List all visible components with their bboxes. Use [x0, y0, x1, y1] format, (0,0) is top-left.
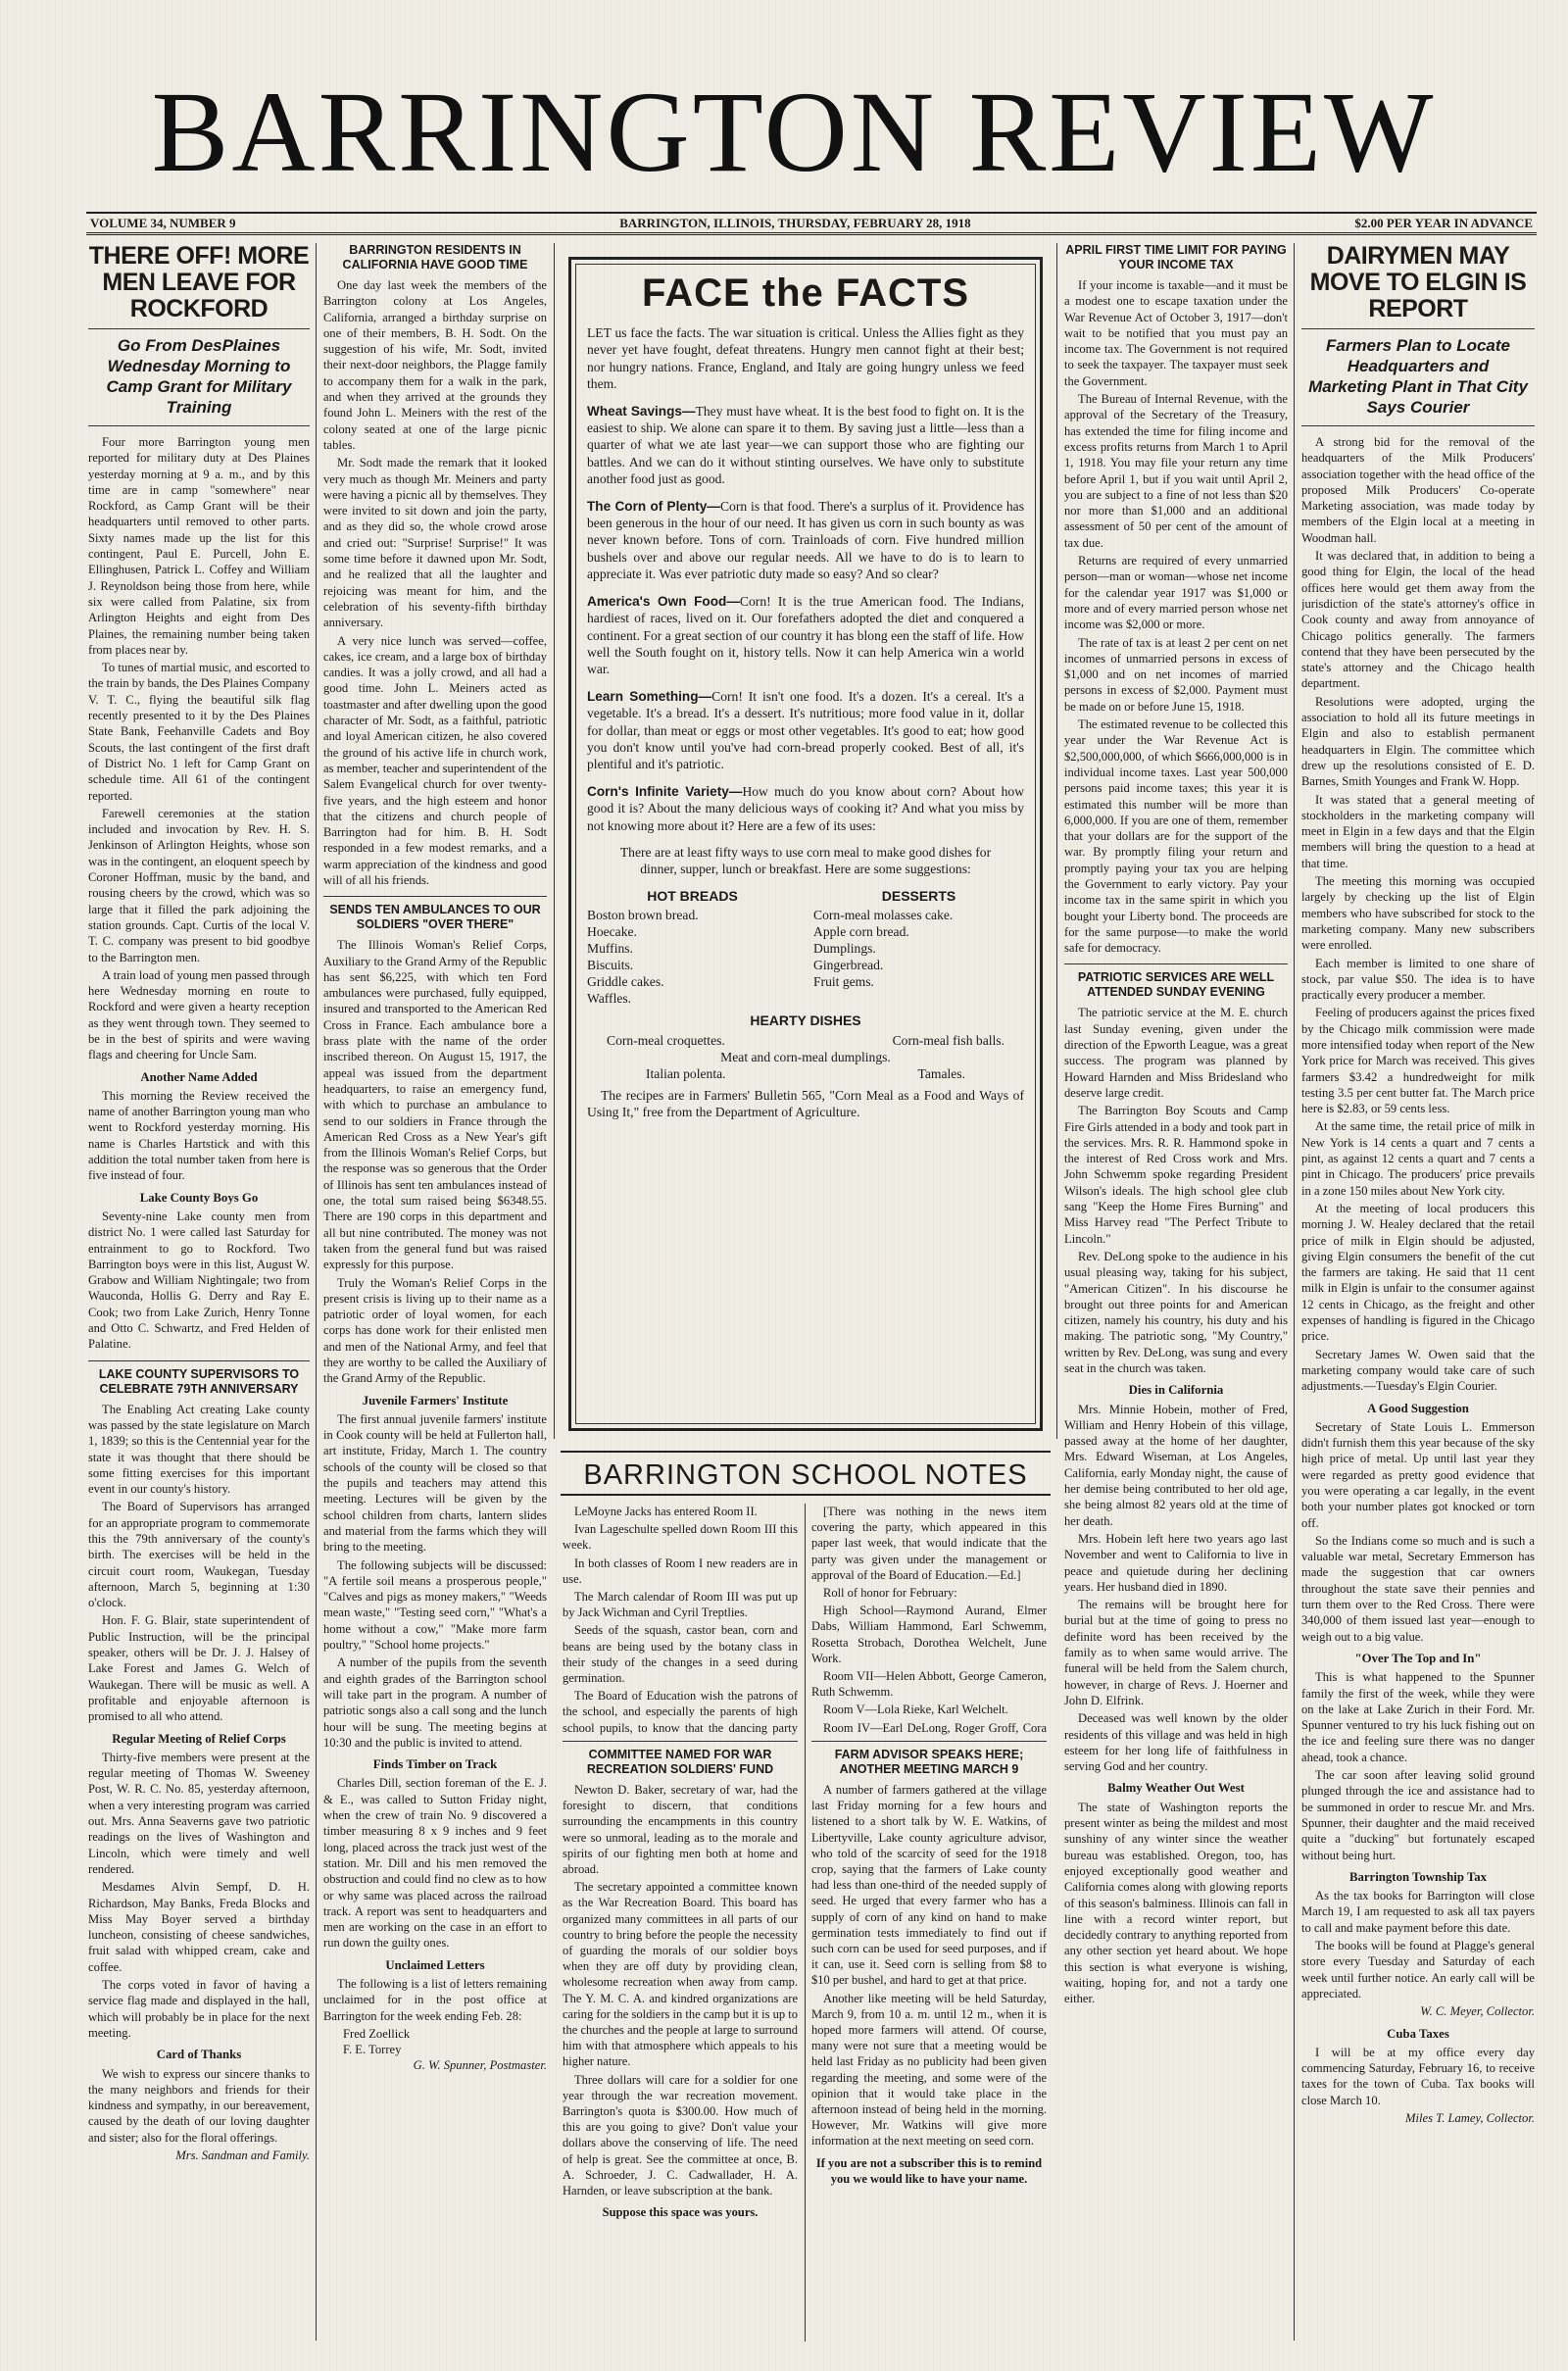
paragraph: Four more Barrington young men reported for military duty at Des Plaines yesterday morning at 9 a. m., and by this time are in camp "somewhere" near Rockford, as Camp Grant will be their headquarters until removed to other parts. Sixty names made up the list for this contingent, Paul E. Purcell, John E. Ellinghusen, Patrick L. Coffey and William J. Reynoldson being those from here, while six were called from Palatine, six from Arlington Heights and eight from Des Plaines, the remaining number being taken from places near by.	[88, 435, 310, 657]
article-body	[563, 1504, 798, 1735]
unclaimed-letters-list	[323, 2026, 547, 2058]
article-body	[1301, 2045, 1535, 2108]
desserts-list	[813, 907, 1024, 990]
article-body	[88, 2066, 310, 2146]
paragraph: It was stated that a general meeting of stockholders in the marketing company will meet in Elgin in a few days and that the Elgin members will bring the question to a head at that time.	[1301, 792, 1535, 870]
subhead: Barrington Township Tax	[1348, 1869, 1488, 1884]
paragraph: So the Indians come so much and is such a valuable war metal, Secretary Emmerson has made the suggestion that car owners throughout the state save their pennies and turn them over to the Red Cross. There were 340,000 of them issued last year—enough to weigh out to a big value.	[1301, 1533, 1535, 1644]
hot-breads-heading: HOT BREADS	[647, 887, 738, 904]
paragraph: I will be at my office every day commencing Saturday, February 16, to receive taxes for the town of Cuba. Tax books will close March 10.	[1301, 2045, 1535, 2107]
headline-income-tax: APRIL FIRST TIME LIMIT FOR PAYING YOUR INCOME TAX	[1065, 243, 1287, 272]
paragraph: A very nice lunch was served—coffee, cakes, ice cream, and a large box of birthday candies. It was a jolly crowd, and all had a good time. John L. Meiners acted as toastmaster and after dwelling upon the good character of Mr. Sodt, as a faithful, patriotic and loyal American citizen, he also covered the ground of his active life in church work, as member, teacher and superintendent of the Salem Evangelical church for over twenty-five years, and the high esteem and honor that the citizens and church people of Barrington had for him. B. H. Sodt responded in a few modest remarks, and a warm appreciation of the kindness and good will of all his friends.	[323, 633, 547, 887]
headline-committee: COMMITTEE NAMED FOR WAR RECREATION SOLDIERS' FUND	[563, 1741, 798, 1777]
recipe-item: Corn-meal molasses cake.	[813, 908, 954, 923]
paragraph: Roll of honor for February:	[823, 1586, 957, 1601]
paragraph: Mr. Sodt made the remark that it looked very much as though Mr. Meiners and party were having a picnic all by themselves. They were invited to sit down and join the party, and as they did so, the whole crowd arose and cried out: "Surprise! Surprise!" It was some time before it dawned upon Mr. Sodt, and he realized that all the laughter and rejoicing was meant for him, and the celebration of his seventy-fifth birthday anniversary.	[323, 456, 547, 630]
paragraph: The rate of tax is at least 2 per cent on net incomes of unmarried persons in excess of $1,000 and on net incomes of married persons in excess of $2,000. Payment must be made on or before June 15, 1918.	[1064, 635, 1288, 714]
paragraph: If your income is taxable—and it must be a modest one to escape taxation under the War Revenue Act of October 3, 1917—don't wait to be notified that you must pay an income tax. The Government is not required to seek the taxpayer. The taxpayer must seek the Government.	[1064, 278, 1288, 388]
paragraph: Another like meeting will be held Saturday, March 9, from 10 a. m. until 12 m., when it is hoped more farmers will attend. Of course, many were not sure that a meeting would be held last Friday as no publicity had been given regarding the meeting, and some were of the opinion that it would take place in the afternoon instead of being held in the morning. However, Mr. Watkins will give more information at the next meeting on seed corn.	[811, 1991, 1047, 2149]
paragraph: The corps voted in favor of having a service flag made and displayed in the hall, which will probably be in place for the next meeting.	[88, 1978, 310, 2040]
recipe-item: Apple corn bread.	[813, 924, 909, 940]
paragraph: Mesdames Alvin Sempf, D. H. Richardson, May Banks, Freda Blocks and Miss May Boyer served a birthday luncheon, consisting of cheese sandwiches, fruit salad with whipped cream, cake and coffee.	[88, 1880, 310, 1974]
paragraph: Charles Dill, section foreman of the E. J. & E., was called to Sutton Friday night, when the crew of train No. 9 discovered a timber measuring 8 x 9 inches and 9 feet long, placed across the track just west of the station. Mr. Dill and his men removed the obstruction and could find no clew as to how or why same was placed across the railroad track. A report was sent to headquarters and men are working on the case in an effort to run down the guilty ones.	[323, 1776, 547, 1951]
paragraph: As the tax books for Barrington will close March 19, I am requested to ask all tax payers to call and make payment before this date.	[1301, 1889, 1535, 1935]
headline-supervisors: LAKE COUNTY SUPERVISORS TO CELEBRATE 79TH ANNIVERSARY	[88, 1360, 310, 1397]
recipe-item: Griddle cakes.	[587, 974, 664, 990]
paragraph: To tunes of martial music, and escorted to the train by bands, the Des Plaines Company V. T. C., flying the beautiful silk flag recently presented to it by the Des Plaines State Bank, Feehanville Cadets and Boy Scouts, the last contingent of the first draft of District No. 1 left for Camp Grant on schedule time. All 61 of the contingent reported.	[88, 661, 310, 803]
subhead: Cuba Taxes	[1387, 2026, 1449, 2041]
column-rule	[1294, 243, 1295, 2341]
signature: W. C. Meyer, Collector.	[1420, 2004, 1535, 2019]
facts-item	[587, 498, 1024, 583]
paragraph: The patriotic service at the M. E. church last Sunday evening, given under the direction of the Epworth League, was a great success. The program was planned by Howard Harnden and Miss Bridesland who deserve large credit.	[1064, 1006, 1288, 1100]
paragraph: This is what happened to the Spunner family the first of the week, while they were on the lake at Lake Zurich in their Ford. Mr. Spunner ventured to try his luck fishing out on the ice and feeling sure there was no danger ahead, took a chance.	[1301, 1670, 1535, 1764]
article-body	[1301, 434, 1535, 1395]
paragraph: Truly the Woman's Relief Corps in the present crisis is living up to their name as a patriotic order of loyal women, for each corps has done work for their enlisted men and men of the National Army, and feel that they are worthy to be called the Auxiliary of the Grand Army of the Republic.	[323, 1275, 547, 1386]
paragraph: Secretary James W. Owen said that the marketing company would take care of such adjustments.—Tuesday's Elgin Courier.	[1301, 1347, 1535, 1394]
subhead: Juvenile Farmers' Institute	[362, 1393, 509, 1408]
facts-items	[587, 403, 1024, 834]
paragraph: The following is a list of letters remaining unclaimed for in the post office at Barrington for the week ending Feb. 28:	[323, 1976, 547, 2023]
paragraph: The Enabling Act creating Lake county was passed by the state legislature on March 1, 1839; so this is the Centennial year for the state it was thought that there should be some fitting exercises for this important event in our county's history.	[88, 1402, 310, 1497]
headline-patriotic-services: PATRIOTIC SERVICES ARE WELL ATTENDED SUNDAY EVENING	[1064, 963, 1288, 1000]
facts-item	[587, 593, 1024, 678]
subhead: Lake County Boys Go	[139, 1190, 259, 1205]
masthead-title: BARRINGTON REVIEW	[151, 68, 1437, 196]
paragraph: LeMoyne Jacks has entered Room II.	[574, 1505, 758, 1518]
facts-item-text: Corn! It isn't one food. It's a dozen. It's a cereal. It's a vegetable. It's a bread. It's a dessert. It's nutritious; more food value in it, dollar for dollar, than meat or eggs or most other vegetables. It's good to eat; how good you don't know until you've had corn-bread properly cooked. Best of all, it's plentiful and it's patriotic.	[587, 688, 1024, 772]
paragraph: Deceased was well known by the older residents of this village and was held in high esteem for her long life of faithfulness in serving God and her country.	[1064, 1711, 1288, 1774]
paragraph: Each member is limited to one share of stock, par value $50. The idea is to have practically every producer a member.	[1301, 956, 1535, 1003]
paragraph: Rev. DeLong spoke to the audience in his usual pleasing way, taking for his subject, "American Citizen". In his discourse he brought out three points for and American citizen, namely his country, his duty and his making. The patriotic song, "My Country," written by Rev. DeLong, was sung and every seat in the church was taken.	[1064, 1249, 1288, 1375]
paragraph: The remains will be brought here for burial but at the time of going to press no definite word has been received by the family as to when same would arrive. The funeral will be held from the Salem church, however, in charge of Revs. J. Hoerner and John D. Elfrink.	[1064, 1598, 1288, 1707]
hearty-item: Italian polenta.	[646, 1066, 726, 1082]
paragraph: Mrs. Minnie Hobein, mother of Fred, William and Henry Hobein of this village, passed away at the home of her daughter, Mrs. Edward Wiseman, at Los Angeles, California, early Monday night, the cause of her demise being contributed to her old age, she being almost 82 years old at the time of her death.	[1064, 1402, 1288, 1528]
paragraph: It was declared that, in addition to being a good thing for Elgin, the local of the head offices here would get them away from the jurisdiction of the state's attorney's office in Cook county and away from annoyance of Chicago politics generally. The farmers contend that they have been persecuted by the state's attorney and the Chicago health department.	[1301, 549, 1535, 691]
paragraph: Secretary of State Louis L. Emmerson didn't furnish them this year because of the sky high price of metal. Up until last year they were regarded as pretty good evidence that you were operating a car legally, in the event both your number plates got knocked or torn off.	[1301, 1419, 1535, 1530]
paragraph: In both classes of Room I new readers are in use.	[563, 1556, 798, 1586]
facts-closing: The recipes are in Farmers' Bulletin 565, "Corn Meal as a Food and Ways of Using It," free from the Department of Agriculture.	[587, 1087, 1024, 1120]
subhead: Finds Timber on Track	[372, 1757, 498, 1772]
hearty-row	[587, 1065, 1024, 1082]
article-body	[1064, 277, 1288, 956]
paragraph: [There was nothing in the news item covering the party, which appeared in this paper last week, that would indicate that the party was given under the management or approval of the Board of Education.—Ed.]	[811, 1505, 1047, 1582]
paragraph: Seeds of the squash, castor bean, corn and beans are being used by the botany class in their study of the changes in a seed during germination.	[563, 1623, 798, 1686]
subhead: A Good Suggestion	[1367, 1401, 1469, 1415]
recipe-item: Waffles.	[587, 991, 632, 1007]
headline-dairymen: DAIRYMEN MAY MOVE TO ELGIN IS REPORT	[1309, 243, 1527, 322]
hearty-item: Corn-meal fish balls.	[892, 1032, 1004, 1048]
paragraph: High School—Raymond Aurand, Elmer Dabs, William Hammond, Earl Schwemm, Rosetta Strobach, Dorothea Welchelt, June Work.	[811, 1604, 1047, 1665]
paragraph: The Illinois Woman's Relief Corps, Auxiliary to the Grand Army of the Republic has sent $6,225, with which ten Ford ambulances were purchased, fully equipped, insured and transported to the American Red Cross in France. Each ambulance bore a brass plate with the name of the order inscribed thereon. On August 15, 1917, the appeal was issued from the department headquarters, to raise an emergency fund, with which to purchase an ambulance to send to our soldiers in France through the American Red Cross as a New Year's gift from the Illinois Woman's Relief Corps, but the response was so generous that the Order of Illinois has sent ten ambulances instead of one, the total sum raised being $6348.55. There are 190 corps in this department and all but nine contributed. The money was not taken from the general fund but was raised expressly for this purpose.	[323, 938, 547, 1272]
paragraph: Ivan Lageschulte spelled down Room III this week.	[563, 1522, 798, 1553]
facts-item-text: Corn is that food. There's a surplus of it. Providence has been generous in the hour of our need. It has given us corn in such bounty as was never known before. Tons of corn. Trainloads of corn. Five hundred million bushels over and above our regular needs. All we have to do is to learn to appreciate it. Was ever patriotic duty made so easy? And so clear?	[587, 498, 1024, 582]
headline-ambulances: SENDS TEN AMBULANCES TO OUR SOLDIERS "OVER THERE"	[323, 896, 547, 932]
column-rule	[554, 243, 555, 1439]
paragraph: The estimated revenue to be collected this year under the War Revenue Act is $2,500,000,000, of which $666,000,000 is in individual income taxes. Last year 500,000 persons paid income taxes; this year it is estimated this number will be more than 6,000,000. If you are one of them, remember that your dollars are for the support of the war. By promptly filing your return and promptly paying your tax you are helping the Government to early victory. Pay your income tax in the same spirit in which you bought your Liberty bond. The proceeds are for the same purpose—to make the world safe for democracy.	[1064, 717, 1288, 956]
facts-item-lead: Learn Something—	[587, 688, 712, 704]
paragraph: We wish to express our sincere thanks to the many neighbors and friends for their kindness and sympathy, in our bereavement, caused by the death of our loving daughter and sister; also for the floral offerings.	[88, 2066, 310, 2145]
paragraph: Hon. F. G. Blair, state superintendent of Public Instruction, will be the principal speaker, others will be Dr. J. J. Halsey of Lake Forest and James G. Welch of Waukegan. There will be music as well. A profitable and enjoyable afternoon is promised to all who attend.	[88, 1613, 310, 1724]
hearty-item: Tamales.	[917, 1066, 965, 1082]
signature: Miles T. Lamey, Collector.	[1405, 2110, 1535, 2125]
hearty-item: Meat and corn-meal dumplings.	[720, 1050, 891, 1064]
paragraph: At the same time, the retail price of milk in New York is 14 cents a quart and 7 cents a pint, as against 12 cents a quart and 7 cents a pint in Chicago. The producers' price prevails in a zone 150 miles about New York city.	[1301, 1119, 1535, 1198]
hot-breads-list	[587, 907, 798, 1007]
subhead: Balmy Weather Out West	[1107, 1781, 1245, 1796]
paragraph: The Board of Education wish the patrons of the school, and especially the parents of high school pupils, to know that the dancing party	[563, 1689, 798, 1735]
subhead: Regular Meeting of Relief Corps	[112, 1731, 286, 1746]
subscription-price: $2.00 PER YEAR IN ADVANCE	[1354, 216, 1533, 230]
subhead: Unclaimed Letters	[385, 1957, 485, 1972]
paragraph: The following subjects will be discussed: "A fertile soil means a prosperous people," "Calves and pigs as money makers," "Weeds mean waste," "Testing seed corn," "What's a home without a cow," "Make more farm poultry," "School home projects."	[323, 1557, 547, 1653]
article-body	[323, 1976, 547, 2024]
column-rule	[805, 1504, 806, 2342]
facts-item-text: Corn! It is the true American food. The Indians, hardiest of races, lived on it. Our forefathers adopted the diet and conquered a continent. For a great section of our country it has blong een the staff of life. How well the South fought on it, history tells. Now it can help America win a world war.	[587, 593, 1024, 677]
paragraph: Seventy-nine Lake county men from district No. 1 were called last Saturday for entrainment to go to Rockford. Two Barrington boys were in this list, August W. Grabow and William Nightingale; two from Wauconda, Hollis G. Derry and Ray E. Cook; two from Lake Zurich, Henry Tonne and Otto C. Schwartz, and Fred Helden of Palatine.	[88, 1209, 310, 1352]
paragraph: The Board of Supervisors has arranged for an appropriate program to commemorate this the 79th anniversary of the county's birth. The exercises will be held in the circuit court room, Waukegan, Tuesday afternoon, March 5, beginning at 1:30 o'clock.	[88, 1500, 310, 1610]
column-1	[88, 243, 310, 2341]
column-6	[1301, 243, 1535, 2341]
facts-item	[587, 688, 1024, 773]
recipe-item: Hoecake.	[587, 924, 637, 940]
paragraph: The March calendar of Room III was put up by Jack Wichman and Cyril Treptlies.	[563, 1590, 798, 1620]
column-rule	[1056, 243, 1057, 1439]
signature: Mrs. Sandman and Family.	[175, 2148, 310, 2162]
school-notes-header	[561, 1451, 1051, 1496]
article-body	[88, 1088, 310, 1184]
article-body	[811, 1504, 1047, 1735]
recipe-item: Dumplings.	[813, 941, 876, 957]
place-date: BARRINGTON, ILLINOIS, THURSDAY, FEBRUARY 28, 1918	[619, 216, 971, 230]
school-notes-column-a	[563, 1504, 798, 1735]
facts-item	[587, 783, 1024, 834]
article-body	[1301, 1888, 1535, 2001]
facts-item	[587, 403, 1024, 488]
article-body	[563, 1782, 798, 2198]
paragraph: Room V—Lola Rieke, Karl Welchelt.	[823, 1703, 1008, 1717]
recipe-item: Biscuits.	[587, 958, 634, 973]
paragraph: Newton D. Baker, secretary of war, had the foresight to discern, that conditions surrounding the encampments in this country were so unmoral, leading as to the morale and spirits of our fighting men both at home and abroad.	[563, 1783, 798, 1877]
facts-item-lead: Wheat Savings—	[587, 403, 696, 419]
facts-item-text: How much do you know about corn? About how good it is? About the many delicious ways of cooking it? And what you miss by not knowing more about it? Here are a few of its uses:	[587, 783, 1025, 833]
closing-line: Suppose this space was yours.	[602, 2205, 759, 2220]
paragraph: The Barrington Boy Scouts and Camp Fire Girls attended in a body and took part in the services. Mrs. R. R. Hammond spoke in the interest of Red Cross work and Mrs. John Schwemm spoke regarding President Wilson's ideals. The high school glee club sang "Keep the Home Fires Burning" and Miss Harvey read "The Perfect Tribute to Lincoln."	[1064, 1104, 1288, 1246]
paragraph: A strong bid for the removal of the headquarters of the Milk Producers' association together with the head office of the proposed Milk Producers' Co-operate Marketing association, was made today by members of the Elgin local at a meeting in Woodman hall.	[1301, 435, 1535, 545]
paragraph: Thirty-five members were present at the regular meeting of Thomas W. Sweeney Post, W. R. C. No. 85, yesterday afternoon, when a very interesting program was carried out. Mrs. Anna Seaverns gave two patriotic readings on the lives of Washington and Lincoln, which were timely and well rendered.	[88, 1750, 310, 1876]
facts-title: FACE the FACTS	[641, 272, 970, 315]
article-body	[811, 1782, 1047, 2149]
recipe-item: Boston brown bread.	[587, 908, 699, 923]
recipe-item: Muffins.	[587, 941, 633, 957]
letter-name: F. E. Torrey	[343, 2043, 402, 2057]
paragraph: The first annual juvenile farmers' institute in Cook county will be held at Fullerton hall, art institute, Friday, March 1. The country schools of the county will be closed so that the pupils and teachers may attend this meeting. Lectures will be given by the school children from charts, lantern slides and material from the farms which they will bring to the meeting.	[323, 1411, 547, 1555]
paragraph: Room IV—Earl DeLong, Roger Groff, Cora	[823, 1720, 1047, 1735]
hot-breads	[587, 888, 798, 1007]
paragraph: The books will be found at Plagge's general store every Tuesday and Saturday of each week until further notice. An early call will be appreciated.	[1301, 1939, 1535, 2001]
paragraph: One day last week the members of the Barrington colony at Los Angeles, California, arranged a birthday surprise on one of their members, B. H. Sodt. On the suggestion of his wife, Mr. Sodt, invited their next-door neighbors, the Plagge family to accompany them for a walk in the park, and when they arrived at the grounds they found John L. Meiners with the rest of the colony seated at one of the large picnic tables.	[323, 278, 547, 452]
paragraph: Room VII—Helen Abbott, George Cameron, Ruth Schwemm.	[811, 1669, 1047, 1700]
article-body	[1064, 1005, 1288, 1376]
paragraph: A number of farmers gathered at the village last Friday morning for a few hours and listened to a short talk by W. E. Watkins, of Libertyville, Lake county agriculture advisor, who told of the scarcity of seed for the 1918 crop, saying that the farmers of Lake county had less than one-third of the needed supply of seed. He urged that every farmer who has a supply of corn of any kind on hand to make germination tests immediately to find out if such corn can be used for seed purposes, and if it can, use it. Seed corn is selling from $8 to $10 per bushel, and hard to get at that price.	[811, 1783, 1047, 1988]
recipe-item: Gingerbread.	[813, 958, 884, 973]
article-body	[88, 434, 310, 1063]
column-5	[1064, 243, 1288, 2341]
article-body	[323, 937, 547, 1386]
signature: G. W. Spunner, Postmaster.	[413, 2058, 547, 2073]
paragraph: Three dollars will care for a soldier for one year through the war recreation movement. Barrington's quota is $300.00. How much of this are you going to give? Don't value your dollars above the conserving of life. The need of help is great. See the committee at once, B. A. Schroeder, J. C. Cadwallader, H. A. Harnden, or leave subscription at the bank.	[563, 2072, 798, 2198]
article-body	[323, 1411, 547, 1751]
paragraph: Returns are required of every unmarried person—man or woman—whose net income for the calendar year 1917 was $1,000 or more and of every married person whose net income was $2,000 or more.	[1064, 554, 1288, 632]
hearty-dishes-heading: HEARTY DISHES	[750, 1013, 861, 1029]
deck-dairymen: Farmers Plan to Locate Headquarters and Marketing Plant in That City Says Courier	[1301, 328, 1535, 426]
paragraph: The meeting this morning was occupied largely by checking up the list of Elgin members who have subscribed for stock to the marketing company. Many new subscribers were enrolled.	[1301, 874, 1535, 953]
paragraph: Mrs. Hobein left here two years ago last November and went to California to live in peace and quietude during her declining years. Her husband died in 1890.	[1064, 1531, 1288, 1594]
facts-item-lead: Corn's Infinite Variety—	[587, 783, 743, 799]
article-body	[323, 1775, 547, 1951]
paragraph: Farewell ceremonies at the station included and invocation by Rev. H. S. Jenkinson of Arlington Heights, whose son was in the contingent, an eloquent speech by Coroner Hoffman, music by the band, and rousing cheers by the crowd, which was so large that it filled the park adjoining the station grounds. Capt. Curtis of the local V. T. C. company was present to bid goodbye to the Barrington men.	[88, 806, 310, 964]
headline-california: BARRINGTON RESIDENTS IN CALIFORNIA HAVE GOOD TIME	[342, 243, 528, 272]
subhead: Card of Thanks	[156, 2048, 242, 2062]
paragraph: Feeling of producers against the prices fixed by the Chicago milk commission were made more intensified today when report of the New York price for March was received. This gives farmers $3.42 a hundredweight for milk testing 3.5 per cent butter fat. The March price here is $2.83, or 59 cents less.	[1301, 1006, 1535, 1116]
column-rule	[316, 243, 317, 2341]
desserts-heading: DESSERTS	[881, 887, 956, 904]
desserts	[813, 888, 1024, 1007]
article-body	[1064, 1402, 1288, 1775]
school-notes-title: BARRINGTON SCHOOL NOTES	[583, 1459, 1028, 1491]
article-body	[323, 277, 547, 888]
deck-rockford: Go From DesPlaines Wednesday Morning to Camp Grant for Military Training	[88, 328, 310, 426]
letter-name: Fred Zoellick	[343, 2026, 411, 2041]
article-body	[88, 1750, 310, 2041]
article-body	[1301, 1669, 1535, 1863]
subhead: "Over The Top and In"	[1354, 1651, 1482, 1665]
recipe-item: Fruit gems.	[813, 974, 874, 990]
article-body	[1064, 1800, 1288, 2007]
face-the-facts-box	[568, 257, 1043, 1431]
hearty-row	[587, 1032, 1024, 1049]
facts-item-lead: America's Own Food—	[587, 593, 740, 609]
paragraph: The Bureau of Internal Revenue, with the approval of the Secretary of the Treasury, has extended the time for filing income and excess profits returns from March 1 to April 1, 1918. You may file your return any time before April 1, but if you wait until April 2, you are subject to a fine of not less than $20 nor more than $1,000 and an additional assessment of 50 per cent of the amount of tax due.	[1064, 392, 1288, 550]
paragraph: The state of Washington reports the present winter as being the mildest and most sunshiny of any winter since the weather bureau was established. Oregon, too, has enjoyed exceptionally good weather and California comes along with glowing reports of this season's balminess. Illinois can fall in line with a record winter report, but decidedly contrary to anything reported from any other section yet heard about. We hope this section is what everyone is wishing, waiting, hoping for, and not a tardy one either.	[1064, 1800, 1288, 2006]
hearty-item: Corn-meal croquettes.	[607, 1032, 725, 1048]
paragraph: This morning the Review received the name of another Barrington young man who went to Rockford yesterday morning. His name is Charles Hartstick and with this addition the total number taken from here is five instead of four.	[88, 1088, 310, 1183]
subhead: Dies in California	[1128, 1383, 1224, 1398]
paragraph: The car soon after leaving solid ground plunged through the ice and assistance had to be summoned in order to rescue Mr. and Mrs. Spunner, their daughter and the maid received quite a "ducking" but fortunately escaped without being hurt.	[1301, 1768, 1535, 1862]
facts-item-text: They must have wheat. It is the best food to fight on. It is the easiest to ship. We alone can spare it to them. By saving just a little—less than a quarter of what we ate last year—we can support those who are fighting our battles. And we can do it without stinting ourselves. We have only to substitute another food just as good.	[587, 403, 1024, 487]
masthead	[59, 59, 1529, 206]
volume-number: VOLUME 34, NUMBER 9	[90, 216, 236, 230]
subhead: Another Name Added	[140, 1069, 258, 1084]
facts-item-lead: The Corn of Plenty—	[587, 498, 720, 514]
facts-ways: There are at least fifty ways to use corn meal to make good dishes for dinner, supper, lunch or breakfast. Here are some suggestions:	[619, 844, 992, 877]
article-body	[1301, 1419, 1535, 1645]
paragraph: A train load of young men passed through here Wednesday morning en route to Rockford and were given a hearty reception as they went through town. They seemed to be in the best of spirits and were waving flags and cheering for Uncle Sam.	[88, 967, 310, 1062]
article-body	[88, 1402, 310, 1725]
article-body	[88, 1209, 310, 1353]
paragraph: A number of the pupils from the seventh and eighth grades of the Barrington school will take part in the program. A number of patriotic songs also a call song and the lunch hour will be sung. The meeting begins at 10:30 and the public is invited to attend.	[323, 1655, 547, 1750]
paragraph: The secretary appointed a committee known as the War Recreation Board. This board has organized many committees in all parts of our country to bring before the people the necessity of guarding the morals of our soldier boys when they are off duty by providing clean, wholesome recreation when away from camp. The Y. M. C. A. and kindred organizations are caring for the soldiers in the camp but it is up to the churches and the people at large to surround him with that atmosphere which appeals to his higher nature.	[563, 1880, 798, 2069]
paragraph: Resolutions were adopted, urging the association to hold all its future meetings in Elgin and also to establish permanent headquarters in Elgin. The committee which drew up the resolutions consisted of E. D. Barnes, Smith Younges and Frank W. Hopp.	[1301, 694, 1535, 789]
headline-farm-advisor: FARM ADVISOR SPEAKS HERE; ANOTHER MEETING MARCH 9	[811, 1741, 1047, 1777]
recipe-lists	[587, 888, 1024, 1007]
farm-advisor-article	[811, 1741, 1047, 2339]
committee-article	[563, 1741, 798, 2339]
column-2	[323, 243, 547, 2341]
dateline	[86, 212, 1537, 235]
closing-line: If you are not a subscriber this is to remind you we would like to have your name.	[815, 2155, 1043, 2186]
paragraph: At the meeting of local producers this morning J. W. Healey declared that the retail price of milk in Elgin should be adjusted, giving Elgin consumers the benefit of the cut the farmers are taking. He said that 11 cent milk in Elgin is unfair to the consumer against 12 cents in Chicago, as the freight and other expenses of handling is figured in the Chicago price.	[1301, 1201, 1535, 1344]
facts-intro: LET us face the facts. The war situation is critical. Unless the Allies fight as they never yet have fought, defeat threatens. Hungry men cannot fight at their best; nor hungry nations. France, England, and Italy are going hungry unless we feed them.	[587, 325, 1024, 392]
headline-rockford: THERE OFF! MORE MEN LEAVE FOR ROCKFORD	[88, 243, 310, 322]
school-notes-column-b	[811, 1504, 1047, 1735]
